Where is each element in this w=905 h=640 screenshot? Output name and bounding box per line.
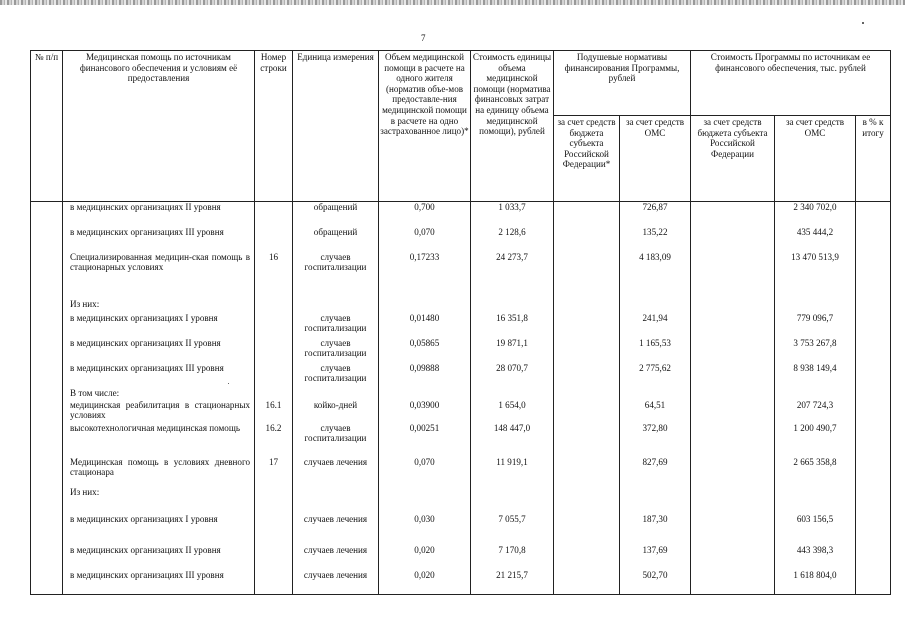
cell-unit: койко-дней bbox=[293, 400, 379, 423]
cell-prog-percent bbox=[856, 400, 891, 423]
cell-number bbox=[31, 456, 63, 487]
cell-volume: 0,17233 bbox=[379, 252, 471, 299]
cell-number bbox=[31, 570, 63, 595]
table-row bbox=[31, 363, 891, 388]
cell-prog-percent bbox=[856, 514, 891, 545]
cell-pc-budget bbox=[554, 363, 620, 388]
cell-prog-budget bbox=[691, 388, 775, 400]
cell-line-number: 16 bbox=[255, 252, 293, 299]
cell-volume: 0,03900 bbox=[379, 400, 471, 423]
table-row bbox=[31, 570, 891, 595]
cell-pc-oms bbox=[620, 388, 691, 400]
cell-pc-oms: 135,22 bbox=[620, 227, 691, 252]
cell-unit: случаев лечения bbox=[293, 514, 379, 545]
table-row bbox=[31, 545, 891, 570]
cell-prog-oms: 443 398,3 bbox=[775, 545, 856, 570]
cell-unit-cost: 19 871,1 bbox=[471, 338, 554, 363]
table-row bbox=[31, 514, 891, 545]
cell-prog-percent bbox=[856, 487, 891, 514]
cell-pc-oms: 137,69 bbox=[620, 545, 691, 570]
cell-care-type: В том числе: bbox=[63, 388, 255, 400]
cell-pc-budget bbox=[554, 400, 620, 423]
cell-care-type: Из них: bbox=[63, 487, 255, 514]
cell-number bbox=[31, 202, 63, 227]
cell-number bbox=[31, 400, 63, 423]
header-per-capita-group: Подушевые нормативы финансирования Программы, рублей bbox=[554, 51, 691, 116]
cell-prog-percent bbox=[856, 456, 891, 487]
cell-unit-cost: 7 170,8 bbox=[471, 545, 554, 570]
cell-prog-oms: 1 200 490,7 bbox=[775, 423, 856, 456]
cell-unit-cost bbox=[471, 487, 554, 514]
cell-prog-budget bbox=[691, 363, 775, 388]
cell-pc-oms: 187,30 bbox=[620, 514, 691, 545]
table-row bbox=[31, 388, 891, 400]
cell-unit-cost: 148 447,0 bbox=[471, 423, 554, 456]
cell-volume: 0,09888 bbox=[379, 363, 471, 388]
cell-prog-oms: 3 753 267,8 bbox=[775, 338, 856, 363]
cell-number bbox=[31, 487, 63, 514]
cell-prog-oms bbox=[775, 487, 856, 514]
cell-unit-cost: 16 351,8 bbox=[471, 313, 554, 338]
cell-care-type: в медицинских организациях I уровня bbox=[63, 514, 255, 545]
cell-prog-budget bbox=[691, 299, 775, 313]
cell-line-number: 16.2 bbox=[255, 423, 293, 456]
cell-prog-budget bbox=[691, 313, 775, 338]
cell-pc-oms: 372,80 bbox=[620, 423, 691, 456]
cell-line-number: 16.1 bbox=[255, 400, 293, 423]
cell-care-type: в медицинских организациях III уровня bbox=[63, 227, 255, 252]
cell-pc-budget bbox=[554, 570, 620, 595]
cell-unit bbox=[293, 388, 379, 400]
cell-prog-budget bbox=[691, 514, 775, 545]
header-line-number: Номер строки bbox=[255, 51, 293, 202]
cell-line-number bbox=[255, 202, 293, 227]
cell-volume: 0,070 bbox=[379, 227, 471, 252]
cell-unit: обращений bbox=[293, 227, 379, 252]
cell-prog-percent bbox=[856, 202, 891, 227]
cell-care-type: медицинская реабилитация в стационарных условиях bbox=[63, 400, 255, 423]
cell-unit-cost: 21 215,7 bbox=[471, 570, 554, 595]
table-row bbox=[31, 202, 891, 227]
cell-unit: случаев лечения bbox=[293, 456, 379, 487]
table-row bbox=[31, 456, 891, 487]
cell-volume bbox=[379, 388, 471, 400]
cell-volume: 0,020 bbox=[379, 570, 471, 595]
cell-prog-oms: 2 340 702,0 bbox=[775, 202, 856, 227]
scan-speck bbox=[862, 22, 864, 24]
financing-table bbox=[30, 50, 891, 595]
cell-prog-percent bbox=[856, 313, 891, 338]
cell-line-number bbox=[255, 487, 293, 514]
cell-pc-budget bbox=[554, 252, 620, 299]
header-prog-budget: за счет средств бюджета субъекта Российской Федерации bbox=[691, 116, 775, 202]
table-row bbox=[31, 313, 891, 338]
cell-unit: случаев лечения bbox=[293, 570, 379, 595]
table-row bbox=[31, 423, 891, 456]
table-row bbox=[31, 487, 891, 514]
cell-pc-budget bbox=[554, 545, 620, 570]
cell-volume: 0,030 bbox=[379, 514, 471, 545]
cell-care-type: в медицинских организациях I уровня bbox=[63, 313, 255, 338]
header-unit: Единица измерения bbox=[293, 51, 379, 202]
cell-number bbox=[31, 227, 63, 252]
cell-number bbox=[31, 545, 63, 570]
header-pc-oms: за счет средств ОМС bbox=[620, 116, 691, 202]
cell-pc-budget bbox=[554, 456, 620, 487]
cell-care-type: в медицинских организациях II уровня bbox=[63, 202, 255, 227]
cell-pc-budget bbox=[554, 514, 620, 545]
cell-prog-oms: 13 470 513,9 bbox=[775, 252, 856, 299]
cell-unit-cost: 7 055,7 bbox=[471, 514, 554, 545]
cell-pc-budget bbox=[554, 202, 620, 227]
cell-line-number bbox=[255, 299, 293, 313]
cell-unit: случаев госпитализации bbox=[293, 338, 379, 363]
cell-volume bbox=[379, 299, 471, 313]
cell-prog-budget bbox=[691, 227, 775, 252]
header-care-type: Медицинская помощь по источникам финансового обеспечения и условиям её предоставления bbox=[63, 51, 255, 202]
cell-pc-budget bbox=[554, 487, 620, 514]
scan-edge-strip bbox=[0, 0, 905, 5]
table-row bbox=[31, 338, 891, 363]
cell-care-type: Медицинская помощь в условиях дневного стационара bbox=[63, 456, 255, 487]
cell-volume: 0,00251 bbox=[379, 423, 471, 456]
cell-pc-oms: 726,87 bbox=[620, 202, 691, 227]
cell-care-type: в медицинских организациях III уровня bbox=[63, 363, 255, 388]
cell-prog-budget bbox=[691, 202, 775, 227]
cell-prog-percent bbox=[856, 363, 891, 388]
cell-line-number bbox=[255, 227, 293, 252]
cell-prog-percent bbox=[856, 227, 891, 252]
cell-number bbox=[31, 363, 63, 388]
cell-unit-cost: 24 273,7 bbox=[471, 252, 554, 299]
cell-prog-percent bbox=[856, 388, 891, 400]
cell-line-number: 17 bbox=[255, 456, 293, 487]
cell-prog-oms: 1 618 804,0 bbox=[775, 570, 856, 595]
cell-prog-budget bbox=[691, 252, 775, 299]
cell-pc-budget bbox=[554, 388, 620, 400]
cell-unit bbox=[293, 299, 379, 313]
cell-prog-oms: 603 156,5 bbox=[775, 514, 856, 545]
cell-pc-oms: 1 165,53 bbox=[620, 338, 691, 363]
cell-line-number bbox=[255, 338, 293, 363]
cell-pc-oms: 2 775,62 bbox=[620, 363, 691, 388]
cell-unit: случаев госпитализации bbox=[293, 313, 379, 338]
cell-prog-budget bbox=[691, 570, 775, 595]
cell-unit-cost: 28 070,7 bbox=[471, 363, 554, 388]
cell-prog-oms: 435 444,2 bbox=[775, 227, 856, 252]
cell-volume: 0,05865 bbox=[379, 338, 471, 363]
cell-prog-budget bbox=[691, 545, 775, 570]
table-header bbox=[31, 51, 891, 202]
cell-prog-percent bbox=[856, 423, 891, 456]
cell-line-number bbox=[255, 514, 293, 545]
cell-number bbox=[31, 388, 63, 400]
cell-care-type: высокотехнологичная медицинская помощь bbox=[63, 423, 255, 456]
cell-prog-oms: 8 938 149,4 bbox=[775, 363, 856, 388]
table-body bbox=[31, 202, 891, 595]
cell-line-number bbox=[255, 570, 293, 595]
cell-prog-budget bbox=[691, 456, 775, 487]
cell-pc-oms: 241,94 bbox=[620, 313, 691, 338]
cell-volume: 0,070 bbox=[379, 456, 471, 487]
cell-pc-budget bbox=[554, 423, 620, 456]
cell-pc-oms bbox=[620, 487, 691, 514]
cell-number bbox=[31, 514, 63, 545]
cell-unit-cost bbox=[471, 388, 554, 400]
cell-prog-oms: 2 665 358,8 bbox=[775, 456, 856, 487]
cell-unit-cost: 1 033,7 bbox=[471, 202, 554, 227]
header-prog-percent: в % к итогу bbox=[856, 116, 891, 202]
cell-pc-oms bbox=[620, 299, 691, 313]
table-row bbox=[31, 299, 891, 313]
header-unit-cost: Стоимость единицы объема медицинской помощи (норматива финансовых затрат на единицу объема медицинской помощи), рублей bbox=[471, 51, 554, 202]
cell-prog-budget bbox=[691, 487, 775, 514]
cell-volume: 0,020 bbox=[379, 545, 471, 570]
cell-unit-cost: 1 654,0 bbox=[471, 400, 554, 423]
page-number: 7 bbox=[421, 33, 426, 43]
cell-line-number bbox=[255, 388, 293, 400]
table-row bbox=[31, 227, 891, 252]
cell-unit bbox=[293, 487, 379, 514]
cell-prog-percent bbox=[856, 252, 891, 299]
cell-line-number bbox=[255, 313, 293, 338]
cell-number bbox=[31, 338, 63, 363]
cell-pc-oms: 827,69 bbox=[620, 456, 691, 487]
cell-unit: случаев лечения bbox=[293, 545, 379, 570]
table-row bbox=[31, 252, 891, 299]
header-prog-oms: за счет средств ОМС bbox=[775, 116, 856, 202]
cell-line-number bbox=[255, 545, 293, 570]
cell-number bbox=[31, 423, 63, 456]
cell-care-type: в медицинских организациях II уровня bbox=[63, 545, 255, 570]
header-number: № п/п bbox=[31, 51, 63, 202]
cell-unit: случаев госпитализации bbox=[293, 252, 379, 299]
cell-unit-cost: 11 919,1 bbox=[471, 456, 554, 487]
cell-number bbox=[31, 252, 63, 299]
cell-pc-budget bbox=[554, 313, 620, 338]
cell-care-type: в медицинских организациях II уровня bbox=[63, 338, 255, 363]
cell-pc-oms: 502,70 bbox=[620, 570, 691, 595]
table-row bbox=[31, 400, 891, 423]
cell-prog-percent bbox=[856, 570, 891, 595]
header-pc-budget: за счет средств бюджета субъекта Российской Федерации* bbox=[554, 116, 620, 202]
cell-prog-oms bbox=[775, 299, 856, 313]
cell-care-type: Из них: bbox=[63, 299, 255, 313]
cell-care-type: Специализированная медицин-ская помощь в стационарных условиях bbox=[63, 252, 255, 299]
header-program-cost-group: Стоимость Программы по источникам ее финансового обеспечения, тыс. рублей bbox=[691, 51, 891, 116]
cell-volume bbox=[379, 487, 471, 514]
cell-pc-oms: 64,51 bbox=[620, 400, 691, 423]
cell-prog-percent bbox=[856, 545, 891, 570]
cell-pc-budget bbox=[554, 299, 620, 313]
cell-prog-oms: 207 724,3 bbox=[775, 400, 856, 423]
cell-pc-oms: 4 183,09 bbox=[620, 252, 691, 299]
cell-prog-budget bbox=[691, 400, 775, 423]
cell-prog-budget bbox=[691, 338, 775, 363]
cell-prog-percent bbox=[856, 338, 891, 363]
cell-line-number bbox=[255, 363, 293, 388]
cell-prog-percent bbox=[856, 299, 891, 313]
cell-prog-budget bbox=[691, 423, 775, 456]
cell-prog-oms: 779 096,7 bbox=[775, 313, 856, 338]
cell-unit: обращений bbox=[293, 202, 379, 227]
cell-pc-budget bbox=[554, 227, 620, 252]
cell-unit: случаев госпитализации bbox=[293, 363, 379, 388]
cell-care-type: в медицинских организациях III уровня bbox=[63, 570, 255, 595]
cell-number bbox=[31, 313, 63, 338]
cell-pc-budget bbox=[554, 338, 620, 363]
cell-prog-oms bbox=[775, 388, 856, 400]
header-volume: Объем медицинской помощи в расчете на одного жителя (норматив объе-мов предоставле-ния медицинской помощи в расчете на одно застрахованное лицо)* bbox=[379, 51, 471, 202]
cell-volume: 0,01480 bbox=[379, 313, 471, 338]
cell-unit-cost bbox=[471, 299, 554, 313]
cell-volume: 0,700 bbox=[379, 202, 471, 227]
cell-unit: случаев госпитализации bbox=[293, 423, 379, 456]
cell-number bbox=[31, 299, 63, 313]
cell-unit-cost: 2 128,6 bbox=[471, 227, 554, 252]
